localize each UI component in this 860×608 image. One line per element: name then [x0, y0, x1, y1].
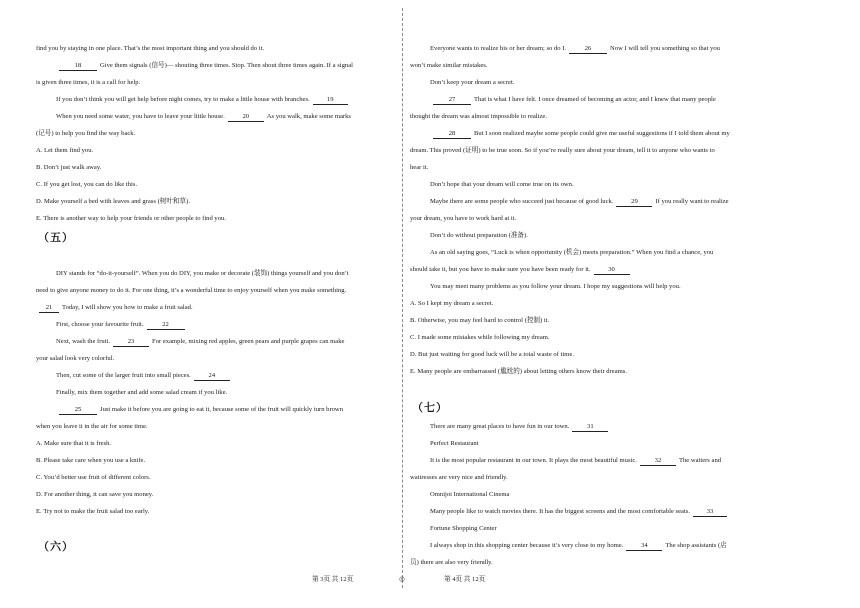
text-span: There are many great places to have fun in our town.: [430, 423, 570, 430]
text-span: C. If you get lost, you can do like this.: [36, 181, 138, 188]
text-line: [36, 146, 398, 155]
text-span: need to give anyone money to do it. For one thing, it’s a wonderful time to enjoy yourself when you make something.: [36, 287, 347, 294]
text-span: The waiters and: [678, 457, 722, 464]
column-divider: [402, 8, 403, 588]
text-line: [56, 61, 398, 71]
answer-blank: 34: [626, 542, 662, 551]
text-line: [430, 507, 772, 517]
text-span: Then, cut some of the larger fruit into small pieces.: [56, 372, 191, 379]
text-line: [36, 129, 398, 138]
text-line: [36, 214, 398, 223]
text-line: [410, 146, 772, 155]
text-span: waitresses are very nice and friendly.: [410, 474, 508, 481]
text-line: [36, 456, 398, 465]
text-span: should take it, but you have to make sure you have been ready for it.: [410, 266, 591, 273]
text-line: [410, 350, 772, 359]
text-line: [430, 439, 772, 448]
text-line: [430, 422, 772, 432]
text-span: Today, I will show you how to make a fruit salad.: [62, 304, 193, 311]
answer-blank: 31: [572, 423, 608, 432]
text-line: [410, 299, 772, 308]
answer-blank: 25: [59, 406, 97, 415]
text-span: A. Let them find you.: [36, 147, 94, 154]
text-line: [36, 303, 398, 313]
text-span: Give them signals (信号)— shouting three times. Stop. Then shout three times again. If a signal: [100, 62, 353, 69]
text-span: your dream, you have to work hard at it.: [410, 215, 517, 222]
text-line: [430, 541, 772, 551]
text-span: B. Don’t just walk away.: [36, 164, 102, 171]
text-line: [56, 269, 398, 278]
text-span: 员) there are also very friendly.: [410, 559, 493, 566]
text-span: Perfect Restaurant: [430, 440, 479, 447]
text-span: A. So I kept my dream a secret.: [410, 300, 494, 307]
text-line: [36, 78, 398, 87]
text-span: Finally, mix them together and add some salad cream if you like.: [56, 389, 228, 396]
text-line: [430, 282, 772, 291]
section-heading: [38, 541, 398, 554]
text-span: If you really want to realize: [655, 198, 729, 205]
text-span: B. Please take care when you use a knife.: [36, 457, 146, 464]
text-line: [410, 473, 772, 482]
text-line: [36, 439, 398, 448]
text-line: [410, 333, 772, 342]
answer-blank: 33: [693, 508, 727, 517]
text-span: （六）: [38, 541, 74, 553]
answer-blank: 29: [616, 198, 652, 207]
text-span: thought the dream was almost impossible to realize.: [410, 113, 547, 120]
page-number-left: 第 3页 共 12页: [312, 576, 354, 583]
text-span: You may meet many problems as you follow your dream. I hope my suggestions will help you.: [430, 283, 681, 290]
text-line: [56, 95, 398, 105]
answer-blank: 23: [113, 338, 149, 347]
text-line: [430, 456, 772, 466]
text-line: [430, 95, 772, 105]
text-span: If you don’t think you will get help before night comes, try to make a little house with branches.: [56, 96, 310, 103]
text-span: your salad look very colorful.: [36, 355, 115, 362]
answer-blank: 22: [147, 321, 185, 330]
text-line: [430, 248, 772, 257]
text-line: [36, 422, 398, 431]
text-span: First, choose your favourite fruit.: [56, 321, 144, 328]
text-span: Omnijoi International Cinema: [430, 491, 510, 498]
text-line: [410, 163, 772, 172]
text-span: E. Try not to make the fruit salad too early.: [36, 508, 150, 515]
text-span: E. There is another way to help your friends or other people to find you.: [36, 215, 226, 222]
text-span: E. Many people are embarrassed (尴尬的) about letting others know their dreams.: [410, 368, 627, 375]
text-span: Maybe there are some people who succeed just because of good luck.: [430, 198, 614, 205]
text-line: [36, 286, 398, 295]
text-span: For example, mixing red apples, green pears and purple grapes can make: [152, 338, 345, 345]
answer-blank: 18: [59, 62, 97, 71]
text-line: [410, 367, 772, 376]
answer-blank: 19: [313, 96, 348, 105]
text-line: [430, 129, 772, 139]
answer-blank: 30: [594, 266, 630, 275]
text-span: Fortune Shopping Center: [430, 525, 497, 532]
text-span: But I soon realized maybe some people could give me useful suggestions if I told them about my: [474, 130, 730, 137]
answer-blank: 21: [39, 304, 59, 313]
text-line: [410, 265, 772, 275]
text-span: B. Otherwise, you may feel hard to control (控制) it.: [410, 317, 550, 324]
text-span: Next, wash the fruit.: [56, 338, 111, 345]
text-line: [36, 197, 398, 206]
text-span: (记号) to help you find the way back.: [36, 130, 136, 137]
text-span: As you walk, make some marks: [266, 113, 351, 120]
text-line: [36, 163, 398, 172]
text-line: [56, 371, 398, 381]
text-line: [36, 354, 398, 363]
text-span: （五）: [38, 232, 74, 244]
text-span: Don’t hope that your dream will come true on its own.: [430, 181, 574, 188]
text-span: Don’t keep your dream a secret.: [430, 79, 515, 86]
section-heading: [38, 232, 398, 245]
text-span: C. I made some mistakes while following my dream.: [410, 334, 550, 341]
text-span: C. You’d better use fruit of different colors.: [36, 474, 151, 481]
text-line: [410, 558, 772, 567]
text-line: [430, 231, 772, 240]
text-span: That is what I have felt. I once dreamed of becoming an actor, and I knew that many people: [474, 96, 716, 103]
text-span: Just make it before you are going to eat it, because some of the fruit will quickly turn brown: [100, 406, 343, 413]
text-span: D. But just waiting for good luck will be a total waste of time.: [410, 351, 574, 358]
text-line: [430, 197, 772, 207]
text-line: [36, 490, 398, 499]
text-line: [56, 388, 398, 397]
text-span: D. Make yourself a bed with leaves and grass (树叶和草).: [36, 198, 190, 205]
footer-mark: ◎: [399, 576, 405, 583]
text-span: Everyone wants to realize his or her dream; so do I.: [430, 45, 567, 52]
text-line: [430, 78, 772, 87]
text-span: （七）: [412, 402, 448, 414]
text-span: The shop assistants (店: [665, 542, 727, 549]
answer-blank: 32: [640, 457, 676, 466]
text-line: [410, 316, 772, 325]
text-span: Many people like to watch movies there. It has the biggest screens and the most comfortable seats.: [430, 508, 691, 515]
text-line: [36, 473, 398, 482]
page-number-right: 第 4页 共 12页: [444, 576, 486, 583]
text-line: [56, 320, 398, 330]
text-line: [430, 524, 772, 533]
text-line: [430, 180, 772, 189]
text-span: It is the most popular restaurant in our town. It plays the most beautiful music.: [430, 457, 637, 464]
text-line: [410, 214, 772, 223]
text-span: A. Make sure that it is fresh.: [36, 440, 112, 447]
text-line: [36, 44, 398, 53]
answer-blank: 28: [433, 130, 471, 139]
text-line: [410, 61, 772, 70]
text-span: Don’t do without preparation (准备).: [430, 232, 528, 239]
text-span: won’t make similar mistakes.: [410, 62, 488, 69]
text-line: [410, 112, 772, 121]
text-span: Now I will tell you something so that you: [610, 45, 720, 52]
answer-blank: 20: [228, 113, 264, 122]
text-span: DIY stands for “do-it-yourself”. When you do DIY, you make or decorate (装饰) things yourself and you don’t: [56, 270, 349, 277]
section-heading: [412, 402, 772, 415]
text-span: dream. This proved (证明) to be true soon. So if you’re really sure about your dream, tell it to anyone who wants to: [410, 147, 715, 154]
text-span: As an old saying goes, “Luck is when opportunity (机会) meets preparation.” When you find a chance, you: [430, 249, 714, 256]
text-span: D. For another thing, it can save you money.: [36, 491, 154, 498]
text-line: [430, 490, 772, 499]
answer-blank: 24: [194, 372, 230, 381]
text-span: find you by staying in one place. That’s the most important thing and you should do it.: [36, 45, 265, 52]
text-line: [56, 405, 398, 415]
text-line: [36, 507, 398, 516]
text-line: [430, 44, 772, 54]
answer-blank: 26: [569, 45, 607, 54]
text-span: is given three times, it is a call for help.: [36, 79, 141, 86]
text-span: When you need some water, you have to leave your little house.: [56, 113, 225, 120]
answer-blank: 27: [433, 96, 471, 105]
text-line: [36, 180, 398, 189]
text-span: I always shop in this shopping center because it’s very close to my home.: [430, 542, 624, 549]
text-line: [56, 112, 398, 122]
text-line: [56, 337, 398, 347]
text-span: when you leave it in the air for some time.: [36, 423, 148, 430]
text-span: hear it.: [410, 164, 429, 171]
